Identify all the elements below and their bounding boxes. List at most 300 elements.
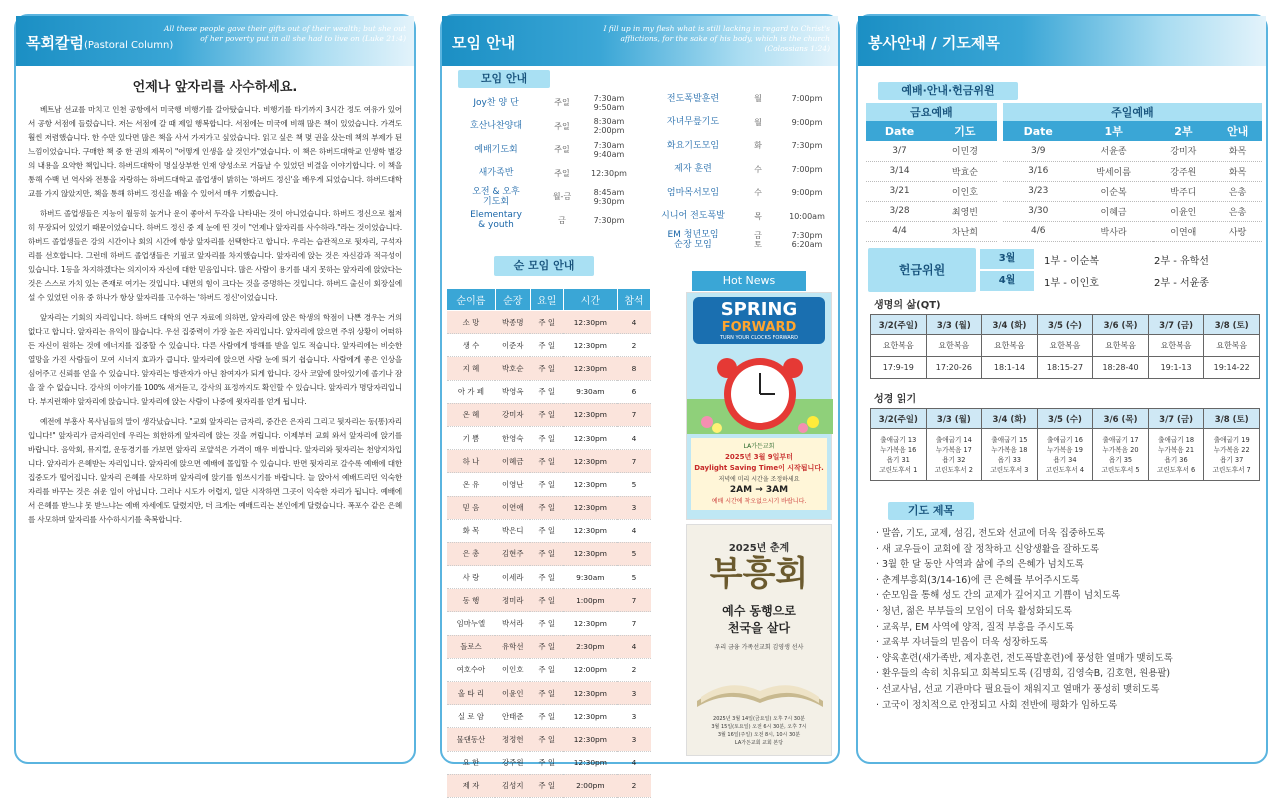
table-row: [447, 380, 651, 403]
ushers-cell: 3/16: [1000, 161, 1074, 181]
small-group-cell: 주 일: [530, 426, 563, 449]
column-paragraph: 앞자리는 기회의 자리입니다. 하버드 대학의 연구 자료에 의하면, 앞자리에 앉은 학생의 학점이 나쁜 경우는 거의 없다고 합니다. 앞자리는 유익이 많습니다. 우선 집중력이 가장 높은 자리입니다. 앞자리에 앉으면 주위 상황이 어떠하든 자신이 원하는 것에 에너지를 집중할 수 있습니다. 다른 사람에게 방해를 받을 일도 적습니다. 앞자리에는 비슷한 열망을 가진 사람들이 모여 시너지 효과가 큽니다. 앞자리에 앉으면 사람 눈에 띄기 쉽습니다. 사람에게 좋은 인상을 심어주고 신뢰를 얻을 수 있습니다. 앞자리는 방관자가 아닌 참여자가 되게 합니다. 강사 코앞에 앉아있기에 졸기나 잠을 잘 수 없습니다. 강사의 이야기를 100% 새겨듣고, 강사의 표정까지도 확인할 수 있습니다. 앞자리가 명당자리입니다. 부지런해야 앞자리에 앉습니다. 앞자리에 앉는 사람이 나중에 윗자리를 얻게 됩니다.: [28, 313, 402, 406]
meeting-item: [646, 205, 838, 229]
small-group-cell: 이윤인: [495, 682, 530, 705]
ushers-cell: 3/7: [866, 141, 933, 161]
reading-cell: 출애굽기 14 누가복음 17 욥기 32 고린도후서 2: [926, 429, 982, 481]
small-group-table: [446, 288, 651, 798]
qt-cell: 17:20-26: [926, 357, 982, 379]
small-group-cell: 이혜금: [495, 450, 530, 473]
small-group-cell: 12:00pm: [563, 658, 617, 681]
small-group-cell: 박영옥: [495, 380, 530, 403]
pastoral-header: [16, 16, 414, 66]
small-group-cell: 5: [617, 566, 650, 589]
offering-second: 2부 - 서윤종: [1154, 277, 1209, 289]
small-group-cell: 2: [617, 658, 650, 681]
small-group-cell: 주 일: [530, 658, 563, 681]
small-group-cell: 김현주: [495, 542, 530, 565]
table-row: [447, 635, 651, 658]
ushers-cell: 강주원: [1153, 161, 1213, 181]
sunday-service-label: 주일예배: [1000, 103, 1262, 121]
prayer-list: [876, 526, 1256, 713]
ushers-cell: 4/4: [866, 221, 933, 241]
prayer-item: · 말씀, 기도, 교제, 섬김, 전도와 선교에 더욱 집중하도록: [876, 526, 1256, 542]
ushers-cell: 차난희: [933, 221, 1000, 241]
reading-cell: 출애굽기 15 누가복음 18 욥기 33 고린도후서 3: [982, 429, 1038, 481]
bible-reading-table: [870, 408, 1260, 481]
small-group-cell: 생 수: [447, 334, 496, 357]
alarm-clock-icon: [687, 344, 833, 434]
reading-cell: 출애굽기 16 누가복음 19 욥기 34 고린도후서 4: [1037, 429, 1093, 481]
ushers-cell: 은총: [1213, 181, 1262, 201]
meeting-item: [646, 228, 838, 252]
small-group-cell: 기 쁨: [447, 426, 496, 449]
small-group-cell: 12:30pm: [563, 751, 617, 774]
ushers-cell: 이민경: [933, 141, 1000, 161]
small-group-cell: 임마누엘: [447, 612, 496, 635]
small-group-pill: 순 모임 안내: [494, 256, 594, 276]
table-row: [866, 221, 1262, 241]
prayer-item: · 환우들의 속히 치유되고 회복되도록 (김명희, 김영숙B, 김호현, 원용팔): [876, 666, 1256, 682]
small-group-cell: 주 일: [530, 496, 563, 519]
meeting-time: 9:00pm: [791, 188, 823, 198]
small-group-header: 요일: [530, 289, 563, 311]
small-group-cell: 이세라: [495, 566, 530, 589]
small-group-cell: 이인호: [495, 658, 530, 681]
small-group-cell: 김성지: [495, 774, 530, 797]
small-group-cell: 여호수아: [447, 658, 496, 681]
ushers-cell: 3/23: [1000, 181, 1074, 201]
meeting-time: 7:30am 9:50am: [593, 93, 625, 112]
small-group-cell: 이준자: [495, 334, 530, 357]
offering-row: [980, 248, 1262, 270]
ushers-cell: 박사라: [1074, 221, 1154, 241]
small-group-cell: 이영난: [495, 473, 530, 496]
small-group-cell: 물댄동산: [447, 728, 496, 751]
small-group-cell: 온 유: [447, 473, 496, 496]
small-group-cell: 9:30am: [563, 566, 617, 589]
meeting-name: 자녀무릎기도: [666, 117, 720, 128]
meeting-day: 금 토: [754, 230, 762, 249]
ushers-cell: 이연애: [1153, 221, 1213, 241]
table-row: [447, 774, 651, 797]
table-row: [447, 519, 651, 542]
reading-cell: 출애굽기 18 누가복음 21 욥기 36 고린도후서 6: [1148, 429, 1204, 481]
small-group-cell: 2: [617, 774, 650, 797]
small-group-cell: 온 혜: [447, 403, 496, 426]
small-group-cell: 7: [617, 403, 650, 426]
meeting-pill: 모임 안내: [458, 70, 550, 88]
qt-cell: 19:1-13: [1148, 357, 1204, 379]
hot-news-label: Hot News: [692, 271, 806, 291]
qt-cell: 요한복음: [982, 335, 1038, 357]
small-group-cell: 사 랑: [447, 566, 496, 589]
reading-day: 3/8 (토): [1204, 409, 1260, 429]
small-group-cell: 5: [617, 542, 650, 565]
small-group-cell: 강미자: [495, 403, 530, 426]
offering-committee: [868, 248, 1262, 292]
qt-cell: 3/6 (목): [1093, 315, 1149, 335]
offering-second: 2부 - 유학선: [1154, 255, 1209, 267]
meeting-time: 8:45am 9:30pm: [593, 187, 625, 206]
ushers-cell: 이순복: [1074, 181, 1154, 201]
small-group-cell: 올 타 리: [447, 682, 496, 705]
meeting-name: 제자 훈련: [674, 164, 712, 175]
small-group-cell: 박서라: [495, 612, 530, 635]
table-row: [447, 473, 651, 496]
ushers-cell: 이인호: [933, 181, 1000, 201]
qt-cell: 요한복음: [926, 335, 982, 357]
small-group-cell: 12:30pm: [563, 426, 617, 449]
prayer-item: · 순모임을 통해 성도 간의 교제가 깊어지고 기쁨이 넘치도록: [876, 588, 1256, 604]
ushers-cell: 이윤인: [1153, 201, 1213, 221]
column-paragraph: 하버드 졸업생들은 지능이 월등히 높거나 운이 좋아서 두각을 나타내는 것이 아니었습니다. 하버드 정신으로 철저히 무장되어 있었기 때문이었습니다. 하버드 정신 중 제 눈에 띈 것이 "언제나 앞자리를 사수하라."라는 것이었습니다. 하버드 졸업생들은 강의 시간이나 회의 시간에 항상 앞자리를 선택한다고 합니다. 우리는 습관적으로 뒷자리, 구석자리를 선호합니다. 그런데 하버드 졸업생들은 기필코 앞자리를 차지했습니다. 앞자리에 앉는 것은 자신감과 적극성이 있습니다. 1등을 차지하겠다는 의지이자 자신에 대한 믿음입니다. 많은 사람이 용기를 내지 못하는 앞자리에 앉았다는 것은 스스로 가치 있는 존재로 여기는 것입니다. 내면의 힘이 크다는 것을 증명하는 것입니다. 하버드 출신이 회장실에 설 수 있었던 이유 중 하나가 항상 앞자리를 고수하는 '하버드 정신'이었습니다.: [28, 209, 402, 302]
offering-month: 4월: [980, 271, 1034, 291]
small-group-cell: 이연애: [495, 496, 530, 519]
small-group-cell: 주 일: [530, 728, 563, 751]
meeting-name: 오전 & 오후 기도회: [472, 186, 520, 207]
bible-reading-title: 성경 읽기: [874, 394, 917, 405]
small-group-cell: 아 가 페: [447, 380, 496, 403]
small-group-cell: 4: [617, 426, 650, 449]
small-group-cell: 주 일: [530, 635, 563, 658]
small-group-cell: 3: [617, 728, 650, 751]
ushers-cell: 3/9: [1000, 141, 1074, 161]
meeting-day: 금: [558, 215, 566, 225]
prayer-item: · 춘계부흥회(3/14-16)에 큰 은혜를 부어주시도록: [876, 573, 1256, 589]
column-paragraph: 예전에 부흥사 목사님들의 말이 생각났습니다. "교회 앞자리는 금자리, 중간은 은자리 그리고 뒷자리는 동(똥)자리입니다!" 앞자리가 금자리인데 우리는 희한하게 앞자리에 앉는 것을 꺼립니다. 이제부터 교회 와서 앞자리에 앉기를 바랍니다. 음악회, 뮤지컬, 운동경기를 가보면 앞자리 로얄석은 가격이 매우 비쌉니다. 앞자리와 뒷자리는 천양지차입니다. 앞자리가 은혜받는 자리입니다. 앞자리에 앉으면 예배에 몰입할 수 있습니다. 반면 뒷자리로 갈수록 예배에 대한 집중도가 떨어집니다. 앞자리 은혜를 사모하며 앞자리에 앉기를 힘쓰시기를 바랍니다. 늘 앉아서 예배드리던 익숙한 자리를 바꾸는 것은 쉬운 일이 아닙니다. 그러나 시도가 어렵지, 일단 시작하면 그곳이 익숙한 자리가 됩니다. 예배에서 은혜를 받느냐 못 받느냐는 예배 자세에도 달렸지만, 더 크게는 예배드리는 본인에게 달렸습니다. 폭포수 같은 은혜를 사모하며 앞자리를 사수하시기를 축복합니다.: [28, 417, 402, 524]
small-group-cell: 12:30pm: [563, 334, 617, 357]
open-bible-icon: [687, 651, 833, 711]
small-group-cell: 주 일: [530, 589, 563, 612]
meeting-name: Elementary & youth: [470, 210, 522, 231]
offering-row: [980, 270, 1262, 292]
small-group-cell: 주 일: [530, 357, 563, 380]
meeting-time: 12:30pm: [591, 168, 627, 178]
small-group-cell: 주 일: [530, 612, 563, 635]
meeting-name: 새가족반: [478, 168, 514, 179]
ushers-cell: 박효순: [933, 161, 1000, 181]
small-group-cell: 12:30pm: [563, 542, 617, 565]
table-row: [447, 682, 651, 705]
ushers-cell: 서윤종: [1074, 141, 1154, 161]
column-headline: 언제나 앞자리를 사수하세요.: [132, 80, 298, 95]
reading-day: 3/6 (목): [1093, 409, 1149, 429]
small-group-header: 순이름: [447, 289, 496, 311]
ushers-cell: 3/21: [866, 181, 933, 201]
ushers-cell: 3/28: [866, 201, 933, 221]
ushers-cell: 박세이름: [1074, 161, 1154, 181]
meeting-item: [448, 138, 638, 162]
small-group-cell: 8: [617, 357, 650, 380]
qt-cell: 18:28-40: [1093, 357, 1149, 379]
column-paragraph: 베트남 선교를 마치고 인천 공항에서 미국행 비행기를 갈아탔습니다. 비행기를 타기까지 3시간 정도 여유가 있어서 공항 서점에 들렀습니다. 저는 서점에 갈 때 제일 행복합니다. 서점에는 미국에 비해 많은 책이 있었습니다. 가격도 훨씬 저렴했습니다. 한 수만 있다면 많은 책을 사서 가져가고 싶었습니다. 읽고 싶은 책 몇 권을 샀는데 책의 부제가 된 느낌이었습니다. 구매한 책 중 한 권의 제목이 "어떻게 인생을 살 것인가"였습니다. 이 책은 하버드대학교 인생학 별강의 내용을 요약한 책입니다. 하버드대학이 명실상부한 인재 양성소로 거듭날 수 있었던 비결을 이야기합니다. 이 책을 통해 수백 년 역사와 전통을 자랑하는 하버드대학교 졸업생이 밝히는 '하버드 정신'을 배우게 되었습니다. 하버드대학교를 가지 않았지만, 책을 통해 하버드 정신을 배울 수 있어서 매우 기뻤습니다.: [28, 105, 402, 198]
small-group-cell: 주 일: [530, 311, 563, 334]
meetings-quote: I fill up in my flesh what is still lacking in regard to Christ's afflictions, for the sake of his body, which is the church (Colossians 1:24): [603, 24, 830, 53]
ushers-cell: 강미자: [1153, 141, 1213, 161]
meetings-panel: [440, 14, 840, 791]
meeting-item: [646, 111, 838, 135]
table-row: [866, 161, 1262, 181]
small-group-cell: 지 혜: [447, 357, 496, 380]
meeting-day: 주일: [554, 168, 570, 178]
meeting-day: 월-금: [552, 192, 572, 202]
meeting-item: [646, 87, 838, 111]
meeting-time: 7:30am 9:40am: [593, 140, 625, 159]
small-group-cell: 화 목: [447, 519, 496, 542]
service-prayer-panel: [856, 14, 1268, 764]
ushers-cell: 은총: [1213, 201, 1262, 221]
ushers-cell: 박주디: [1153, 181, 1213, 201]
meeting-name: 전도폭발훈련: [666, 93, 720, 104]
small-group-cell: 12:30pm: [563, 612, 617, 635]
small-group-cell: 정미라: [495, 589, 530, 612]
qt-cell: 3/8 (토): [1204, 315, 1260, 335]
reading-day: 3/3 (월): [926, 409, 982, 429]
prayer-item: · 교육부, EM 사역에 양적, 질적 부흥을 주시도록: [876, 620, 1256, 636]
table-row: [447, 311, 651, 334]
table-row: [447, 705, 651, 728]
reading-day: 3/2(주일): [871, 409, 927, 429]
small-group-cell: 유학선: [495, 635, 530, 658]
meeting-name: Joy찬 양 단: [473, 97, 519, 108]
small-group-cell: 요 한: [447, 751, 496, 774]
small-group-cell: 12:30pm: [563, 519, 617, 542]
meeting-day: 수: [754, 164, 762, 174]
small-group-cell: 주 일: [530, 380, 563, 403]
small-group-cell: 주 일: [530, 774, 563, 797]
ushers-cell: 사랑: [1213, 221, 1262, 241]
small-group-cell: 실 로 암: [447, 705, 496, 728]
meeting-item: [646, 158, 838, 182]
prayer-item: · 교육부 자녀들의 믿음이 더욱 성장하도록: [876, 635, 1256, 651]
qt-cell: 요한복음: [871, 335, 927, 357]
prayer-item: · 선교사님, 선교 기관마다 필요들이 채워지고 열매가 풍성히 맺히도록: [876, 682, 1256, 698]
qt-title: 생명의 삶(QT): [874, 300, 941, 311]
offering-label: 헌금위원: [868, 248, 976, 292]
small-group-cell: 주 일: [530, 450, 563, 473]
ushers-cell: 4/6: [1000, 221, 1074, 241]
qt-cell: 3/3 (월): [926, 315, 982, 335]
reading-cell: 출애굽기 19 누가복음 22 욥기 37 고린도후서 7: [1204, 429, 1260, 481]
small-group-cell: 주 일: [530, 403, 563, 426]
qt-table: [870, 314, 1260, 379]
small-group-cell: 3: [617, 705, 650, 728]
meeting-day: 월: [754, 117, 762, 127]
friday-service-label: 금요예배: [866, 103, 1000, 121]
qt-cell: 18:15-27: [1037, 357, 1093, 379]
meeting-name: 화요기도모임: [666, 140, 720, 151]
reading-day: 3/5 (수): [1037, 409, 1093, 429]
pastoral-quote: All these people gave their gifts out of their wealth; but she out of her poverty put in all she had to live on (Luke 21:4): [164, 24, 406, 43]
reading-day: 3/4 (화): [982, 409, 1038, 429]
qt-cell: 3/7 (금): [1148, 315, 1204, 335]
offering-month: 3월: [980, 249, 1034, 269]
small-group-header: 시간: [563, 289, 617, 311]
meeting-name: 호산나찬양대: [469, 121, 523, 132]
small-group-cell: 박종명: [495, 311, 530, 334]
qt-cell: 요한복음: [1037, 335, 1093, 357]
meeting-time: 8:30am 2:00pm: [593, 117, 625, 136]
ushers-header: 1부: [1074, 121, 1154, 141]
reading-day: 3/7 (금): [1148, 409, 1204, 429]
service-header: [858, 16, 1266, 66]
meeting-day: 목: [754, 211, 762, 221]
table-row: [447, 403, 651, 426]
small-group-cell: 정정헌: [495, 728, 530, 751]
ushers-table: [866, 103, 1262, 242]
qt-cell: 요한복음: [1148, 335, 1204, 357]
small-group-header: 참석: [617, 289, 650, 311]
pastoral-column-panel: [14, 14, 416, 764]
revival-poster: 2025년 춘계 부흥회 예수 동행으로 천국을 살다 우리 금융 가족선교회 김영생 선사 2025년 3월 14일(금요일) 오후 7시 30분 3월 15일(토요일) 오전 6시 30분, 오후 7시 3월 16일(주일) 오전 8시, 10시 30분 LA가든교회 교회 본당: [686, 524, 832, 756]
prayer-item: · 3월 한 달 동안 사역과 삶에 주의 은혜가 넘치도록: [876, 557, 1256, 573]
small-group-cell: 7: [617, 612, 650, 635]
meetings-header: [442, 16, 838, 66]
small-group-cell: 주 일: [530, 473, 563, 496]
meeting-list-right: [646, 87, 838, 252]
small-group-cell: 12:30pm: [563, 682, 617, 705]
qt-cell: 19:14-22: [1204, 357, 1260, 379]
table-row: [447, 658, 651, 681]
meeting-name: 예배기도회: [474, 144, 518, 155]
small-group-cell: 6: [617, 380, 650, 403]
small-group-cell: 2:30pm: [563, 635, 617, 658]
small-group-cell: 하 나: [447, 450, 496, 473]
ushers-header: Date: [866, 121, 933, 141]
ushers-pill: 예배·안내·헌금위원: [878, 82, 1018, 100]
meeting-time: 7:00pm: [791, 94, 823, 104]
qt-cell: 요한복음: [1204, 335, 1260, 357]
small-group-cell: 12:30pm: [563, 473, 617, 496]
small-group-cell: 7: [617, 450, 650, 473]
table-row: [447, 357, 651, 380]
small-group-cell: 12:30pm: [563, 357, 617, 380]
small-group-cell: 1:00pm: [563, 589, 617, 612]
small-group-header: 순장: [495, 289, 530, 311]
small-group-cell: 2: [617, 334, 650, 357]
offering-first: 1부 - 이순복: [1044, 255, 1099, 267]
small-group-cell: 소 망: [447, 311, 496, 334]
small-group-cell: 4: [617, 519, 650, 542]
column-body: [16, 103, 414, 527]
meeting-item: [646, 181, 838, 205]
meeting-day: 주일: [554, 98, 570, 108]
small-group-cell: 12:30pm: [563, 450, 617, 473]
table-row: [866, 201, 1262, 221]
small-group-cell: 7: [617, 589, 650, 612]
small-group-cell: 9:30am: [563, 380, 617, 403]
meeting-item: [448, 91, 638, 115]
small-group-cell: 은 총: [447, 542, 496, 565]
small-group-cell: 안태준: [495, 705, 530, 728]
small-group-cell: 12:30pm: [563, 705, 617, 728]
meeting-day: 주일: [554, 121, 570, 131]
ushers-cell: 화목: [1213, 141, 1262, 161]
offering-first: 1부 - 이인호: [1044, 277, 1099, 289]
table-row: [866, 141, 1262, 161]
meeting-item: [448, 115, 638, 139]
service-title: 봉사안내 / 기도제목: [868, 34, 1000, 52]
ushers-cell: 최영빈: [933, 201, 1000, 221]
reading-cell: 출애굽기 13 누가복음 16 욥기 31 고린도후서 1: [871, 429, 927, 481]
pastoral-title: 목회칼럼(Pastoral Column): [26, 34, 174, 52]
ushers-cell: 화목: [1213, 161, 1262, 181]
qt-cell: 17:9-19: [871, 357, 927, 379]
table-row: [447, 728, 651, 751]
small-group-cell: 동 행: [447, 589, 496, 612]
meeting-name: EM 청년모임 순장 모임: [667, 229, 719, 250]
qt-cell: 요한복음: [1093, 335, 1149, 357]
ushers-header: Date: [1000, 121, 1074, 141]
small-group-cell: 4: [617, 635, 650, 658]
small-group-cell: 주 일: [530, 334, 563, 357]
small-group-cell: 주 일: [530, 542, 563, 565]
qt-cell: 18:1-14: [982, 357, 1038, 379]
prayer-pill: 기도 제목: [888, 502, 974, 520]
prayer-item: · 고국이 정치적으로 안정되고 사회 전반에 평화가 임하도록: [876, 698, 1256, 714]
small-group-cell: 강주원: [495, 751, 530, 774]
small-group-cell: 한영숙: [495, 426, 530, 449]
ushers-cell: 이혜금: [1074, 201, 1154, 221]
meetings-title: 모임 안내: [452, 34, 516, 52]
small-group-cell: 3: [617, 682, 650, 705]
small-group-cell: 박호순: [495, 357, 530, 380]
small-group-cell: 주 일: [530, 682, 563, 705]
prayer-item: · 양육훈련(새가족반, 제자훈련, 전도폭발훈련)에 풍성한 열매가 맺히도록: [876, 651, 1256, 667]
small-group-cell: 12:30pm: [563, 403, 617, 426]
small-group-cell: 12:30pm: [563, 311, 617, 334]
meeting-time: 7:30pm 6:20am: [791, 230, 823, 249]
meeting-time: 7:30pm: [791, 141, 823, 151]
small-group-cell: 박은디: [495, 519, 530, 542]
meeting-name: 시니어 전도폭발: [661, 211, 725, 222]
small-group-cell: 믿 음: [447, 496, 496, 519]
meeting-name: 엄마목서모임: [666, 187, 720, 198]
ushers-header: 기도: [933, 121, 1000, 141]
spring-forward-poster: SPRING FORWARD TURN YOUR CLOCKS FORWARD LA가든교회 2025년 3월 9일부터 Daylight Saving Time이 시작됩니다. 저녁에 미리 시간을 조정하세요 2AM → 3AM 예배 시간에 착오없으시기 바랍니다.: [686, 292, 832, 520]
qt-cell: 3/2(주일): [871, 315, 927, 335]
table-row: [447, 334, 651, 357]
small-group-cell: 제 자: [447, 774, 496, 797]
meeting-item: [448, 185, 638, 209]
meeting-list-left: [448, 91, 638, 232]
table-row: [447, 450, 651, 473]
table-row: [866, 181, 1262, 201]
small-group-cell: 주 일: [530, 751, 563, 774]
meeting-time: 7:00pm: [791, 164, 823, 174]
meeting-day: 주일: [554, 145, 570, 155]
meeting-time: 10:00am: [789, 211, 825, 221]
table-row: [447, 542, 651, 565]
ushers-header: 안내: [1213, 121, 1262, 141]
small-group-cell: 5: [617, 473, 650, 496]
meeting-item: [448, 209, 638, 233]
small-group-cell: 4: [617, 311, 650, 334]
meeting-time: 7:30pm: [593, 215, 625, 225]
meeting-day: 월: [754, 94, 762, 104]
qt-cell: 3/5 (수): [1037, 315, 1093, 335]
small-group-cell: 주 일: [530, 519, 563, 542]
small-group-cell: 주 일: [530, 705, 563, 728]
meeting-item: [448, 162, 638, 186]
table-row: [447, 612, 651, 635]
qt-cell: 3/4 (화): [982, 315, 1038, 335]
table-row: [447, 496, 651, 519]
ushers-cell: 3/30: [1000, 201, 1074, 221]
small-group-cell: 주 일: [530, 566, 563, 589]
meeting-time: 9:00pm: [791, 117, 823, 127]
